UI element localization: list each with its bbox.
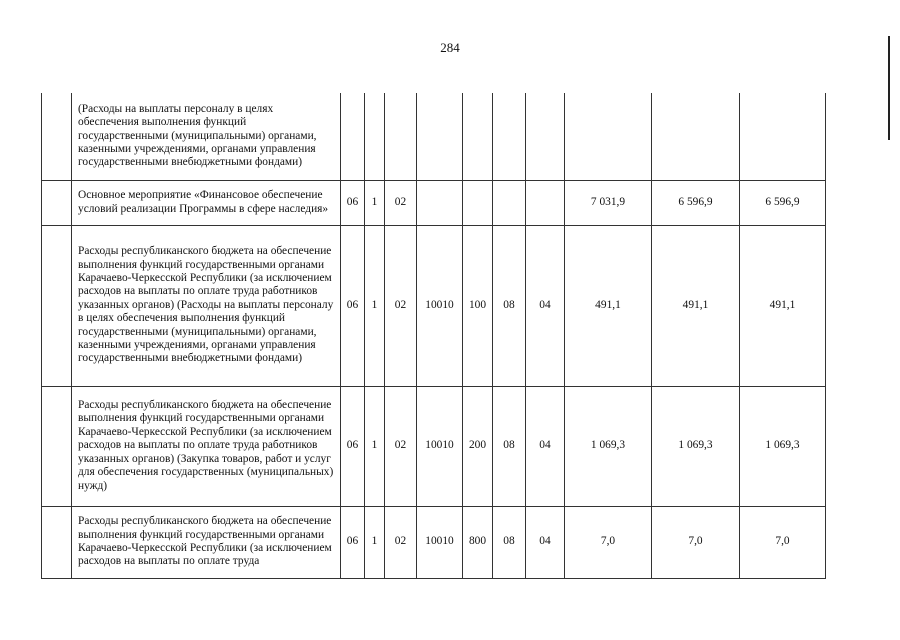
amount-cell: 6 596,9 <box>740 180 826 225</box>
code-cell: 02 <box>385 225 417 386</box>
code-cell <box>417 180 463 225</box>
code-cell <box>493 93 526 180</box>
code-cell: 10010 <box>417 386 463 506</box>
code-cell <box>385 93 417 180</box>
code-cell: 04 <box>526 386 565 506</box>
description-cell: (Расходы на выплаты персоналу в целях обеспечения выполнения функций государственными (муниципальными) органами, казенными учреждениями, органами управления государственными внебюджетными фондами) <box>72 93 341 180</box>
amount-cell: 491,1 <box>652 225 740 386</box>
amount-cell: 1 069,3 <box>652 386 740 506</box>
code-cell: 02 <box>385 386 417 506</box>
code-cell <box>463 180 493 225</box>
description-cell: Расходы республиканского бюджета на обеспечение выполнения функций государственными органами Карачаево-Черкесской Республики (за исключением расходов на выплаты по оплате труда работников указанных органов) (Закупка товаров, работ и услуг для обеспечения государственных (муниципальных) нужд) <box>72 386 341 506</box>
table-row <box>42 225 826 386</box>
table-row <box>42 180 826 225</box>
amount-cell: 7,0 <box>652 506 740 578</box>
code-cell <box>493 180 526 225</box>
code-cell: 06 <box>341 180 365 225</box>
code-cell: 06 <box>341 506 365 578</box>
amount-cell: 7,0 <box>565 506 652 578</box>
description-cell: Расходы республиканского бюджета на обеспечение выполнения функций государственными органами Карачаево-Черкесской Республики (за исключением расходов на выплаты по оплате труда <box>72 506 341 578</box>
code-cell: 200 <box>463 386 493 506</box>
amount-cell: 1 069,3 <box>565 386 652 506</box>
code-cell: 04 <box>526 506 565 578</box>
table-row <box>42 93 826 180</box>
description-cell: Основное мероприятие «Финансовое обеспечение условий реализации Программы в сфере наследия» <box>72 180 341 225</box>
index-cell <box>42 506 72 578</box>
code-cell: 08 <box>493 506 526 578</box>
index-cell <box>42 386 72 506</box>
amount-cell <box>652 93 740 180</box>
budget-table <box>41 93 826 579</box>
code-cell: 08 <box>493 225 526 386</box>
table-row <box>42 506 826 578</box>
index-cell <box>42 225 72 386</box>
code-cell: 100 <box>463 225 493 386</box>
code-cell <box>417 93 463 180</box>
description-cell: Расходы республиканского бюджета на обеспечение выполнения функций государственными органами Карачаево-Черкесской Республики (за исключением расходов на выплаты по оплате труда работников указанных органов) (Расходы на выплаты персоналу в целях обеспечения выполнения функций государственными (муниципальными) органами, казенными учреждениями, органами управления государственными внебюджетными фондами) <box>72 225 341 386</box>
amount-cell <box>565 93 652 180</box>
code-cell <box>365 93 385 180</box>
index-cell <box>42 180 72 225</box>
code-cell <box>526 180 565 225</box>
amount-cell <box>740 93 826 180</box>
amount-cell: 6 596,9 <box>652 180 740 225</box>
code-cell: 10010 <box>417 506 463 578</box>
index-cell <box>42 93 72 180</box>
code-cell: 10010 <box>417 225 463 386</box>
amount-cell: 491,1 <box>740 225 826 386</box>
page-number: 284 <box>440 40 460 55</box>
code-cell <box>463 93 493 180</box>
code-cell: 06 <box>341 225 365 386</box>
code-cell <box>341 93 365 180</box>
code-cell <box>526 93 565 180</box>
amount-cell: 7,0 <box>740 506 826 578</box>
amount-cell: 491,1 <box>565 225 652 386</box>
code-cell: 1 <box>365 225 385 386</box>
code-cell: 02 <box>385 506 417 578</box>
code-cell: 04 <box>526 225 565 386</box>
amount-cell: 1 069,3 <box>740 386 826 506</box>
code-cell: 1 <box>365 506 385 578</box>
table-row <box>42 386 826 506</box>
code-cell: 08 <box>493 386 526 506</box>
code-cell: 1 <box>365 180 385 225</box>
code-cell: 02 <box>385 180 417 225</box>
amount-cell: 7 031,9 <box>565 180 652 225</box>
code-cell: 06 <box>341 386 365 506</box>
code-cell: 800 <box>463 506 493 578</box>
code-cell: 1 <box>365 386 385 506</box>
page-edge-line <box>888 36 890 140</box>
